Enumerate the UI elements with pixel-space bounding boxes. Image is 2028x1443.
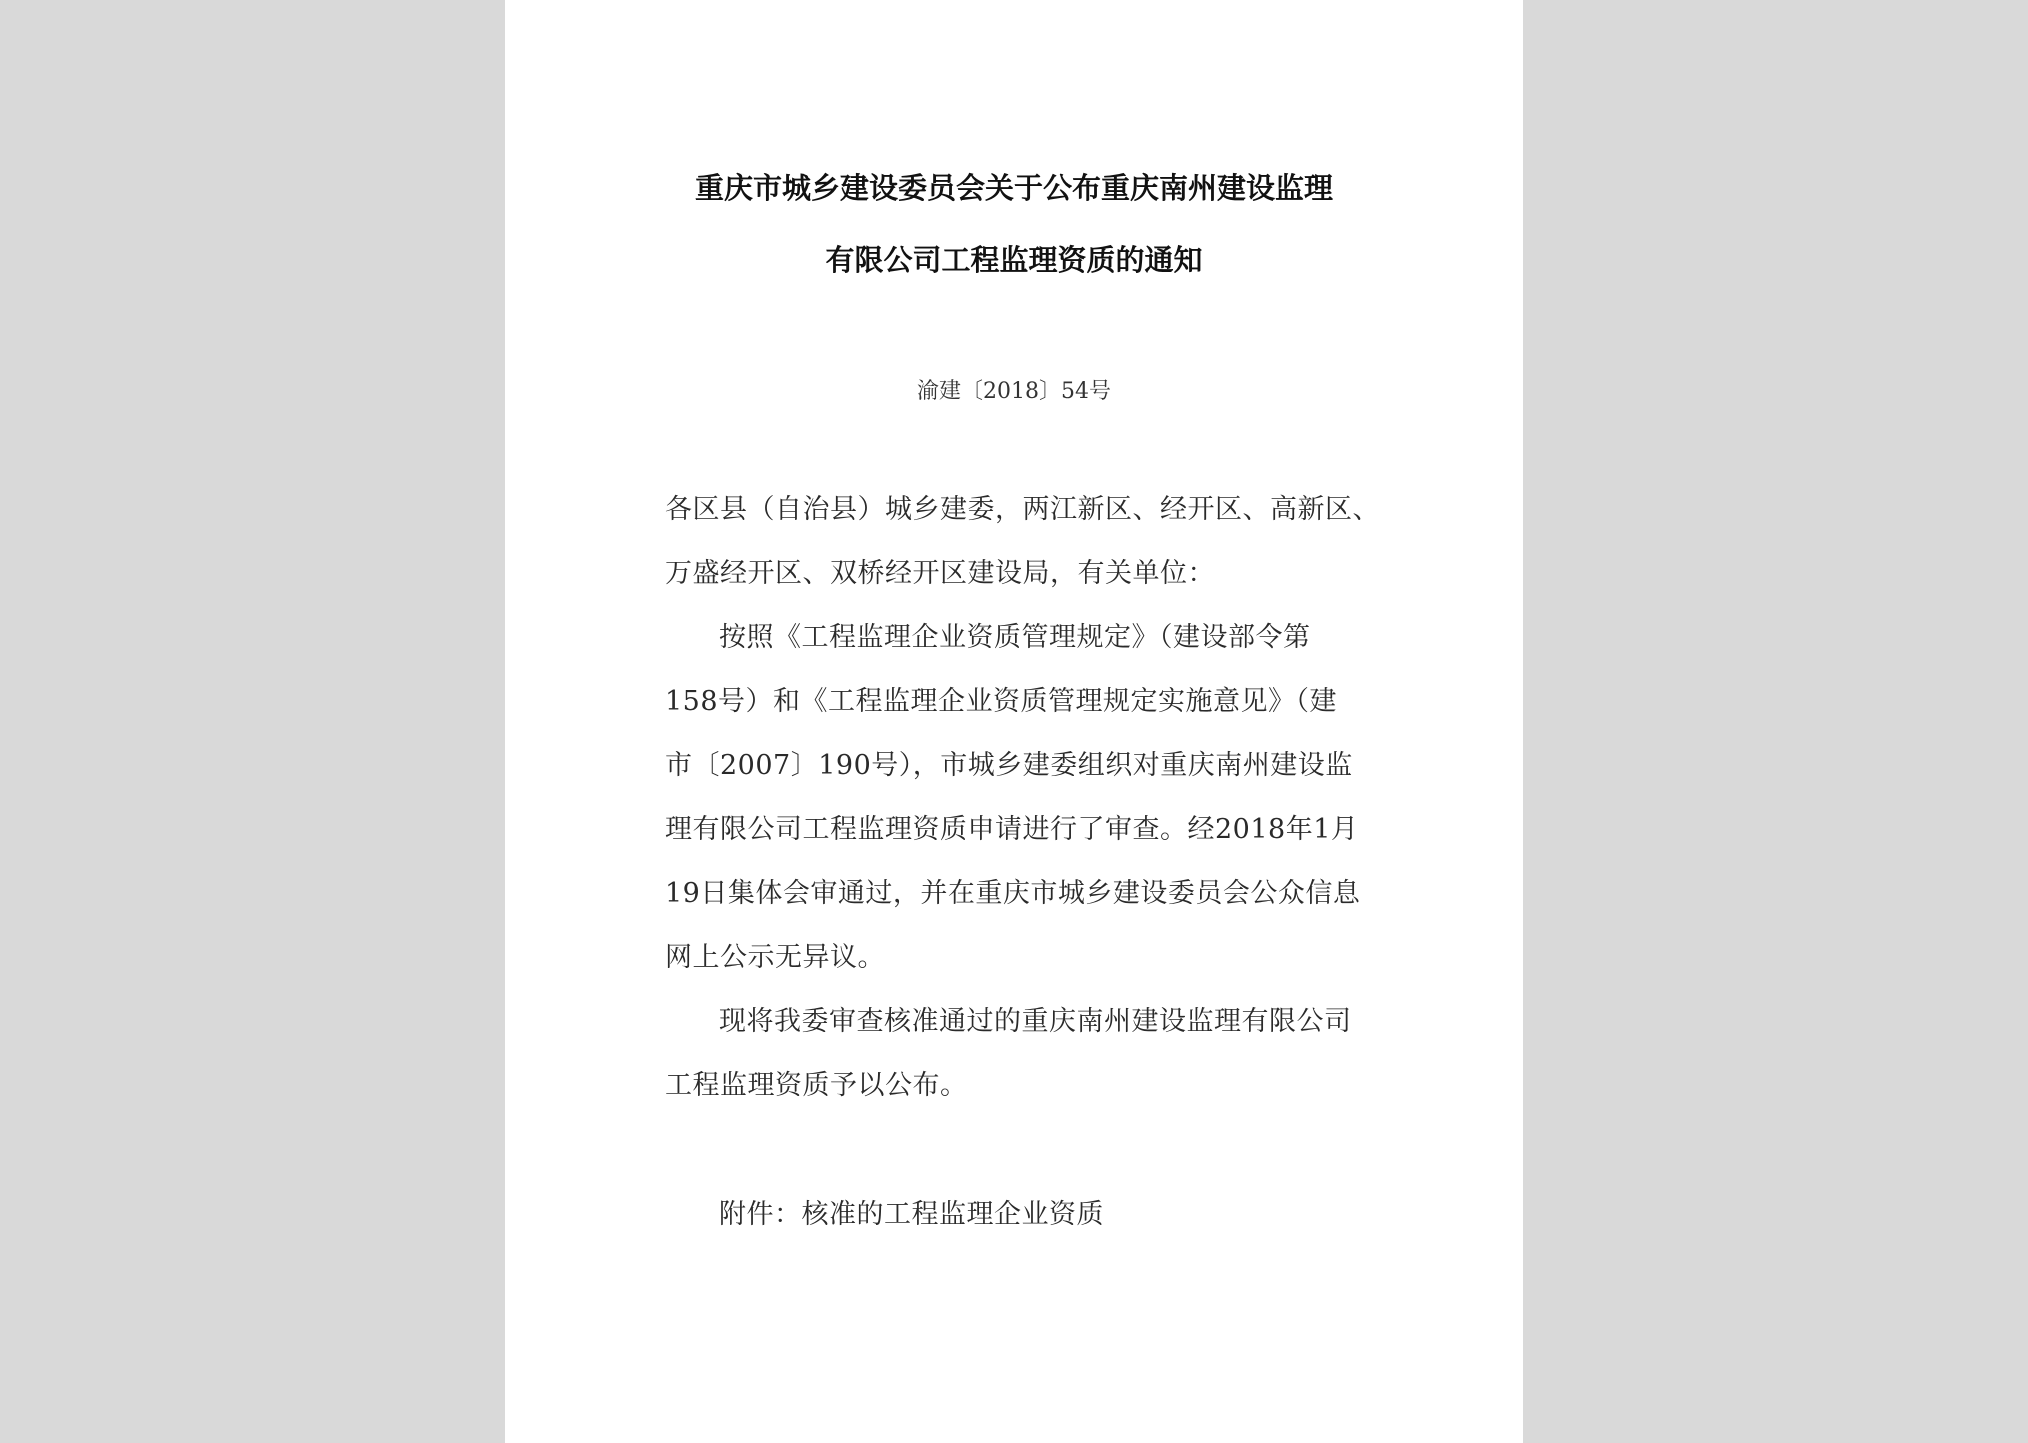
document-title-line-2: 有限公司工程监理资质的通知 — [825, 243, 1203, 277]
document-title-line-1: 重庆市城乡建设委员会关于公布重庆南州建设监理 — [694, 171, 1333, 205]
document-page — [505, 0, 1523, 1443]
paragraph1-line-2: 158号）和《工程监理企业资质管理规定实施意见》（建 — [665, 686, 1338, 717]
paragraph1-line-6: 网上公示无异议。 — [665, 942, 885, 973]
paragraph1-line-3: 市〔2007〕190号），市城乡建委组织对重庆南州建设监 — [665, 750, 1353, 781]
paragraph2-line-2: 工程监理资质予以公布。 — [665, 1070, 968, 1101]
paragraph1-line-4: 理有限公司工程监理资质申请进行了审查。经2018年1月 — [665, 814, 1359, 845]
paragraph1-line-1: 按照《工程监理企业资质管理规定》（建设部令第 — [719, 622, 1311, 653]
document-number: 渝建〔2018〕54号 — [917, 379, 1111, 404]
paragraph2-line-1: 现将我委审查核准通过的重庆南州建设监理有限公司 — [719, 1006, 1352, 1037]
addressee-line-2: 万盛经开区、双桥经开区建设局，有关单位： — [665, 558, 1215, 589]
paragraph1-line-5: 19日集体会审通过，并在重庆市城乡建设委员会公众信息 — [665, 878, 1361, 909]
addressee-line-1: 各区县（自治县）城乡建委，两江新区、经开区、高新区、 — [665, 494, 1380, 525]
attachment-line: 附件：核准的工程监理企业资质 — [719, 1199, 1104, 1230]
